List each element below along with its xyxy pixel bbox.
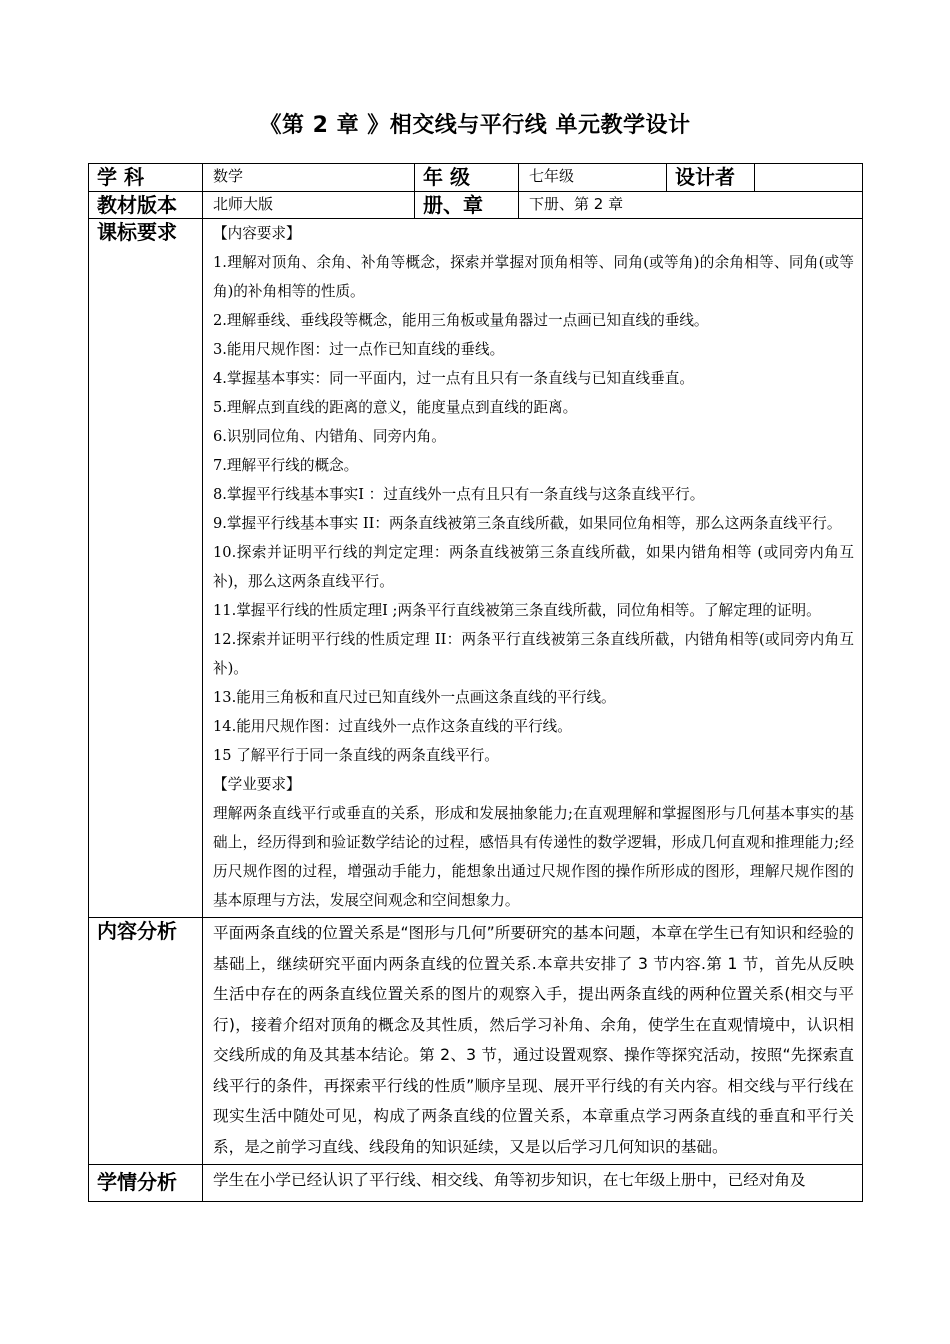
document-title: 《第 2 章 》相交线与平行线 单元教学设计: [259, 113, 691, 138]
table-row: [89, 1165, 863, 1202]
learner-analysis-label: 学情分析: [89, 1165, 203, 1202]
grade-label: 年 级: [415, 164, 519, 192]
list-item: 11.掌握平行线的性质定理Ⅰ ;两条平行直线被第三条直线所截，同位角相等。了解定理的证明。: [213, 602, 821, 619]
academic-requirements-heading: 【学业要求】: [213, 776, 301, 793]
list-item: 12.探索并证明平行线的性质定理 II：两条平行直线被第三条直线所截，内错角相等(或同旁内角互补)。: [213, 631, 854, 677]
edition-label: 教材版本: [89, 192, 203, 219]
academic-requirements-text: 理解两条直线平行或垂直的关系，形成和发展抽象能力;在直观理解和掌握图形与几何基本事实的基础上，经历得到和验证数学结论的过程，感悟具有传递性的数学逻辑，形成几何直观和推理能力;经历尺规作图的过程，增强动手能力，能想象出通过尺规作图的操作所形成的图形，理解尺规作图的基本原理与方法，发展空间观念和空间想象力。: [213, 805, 854, 909]
content-analysis-text: 平面两条直线的位置关系是“图形与几何”所要研究的基本问题，本章在学生已有知识和经验的基础上，继续研究平面内两条直线的位置关系.本章共安排了 3 节内容.第 1 节，首先从反映生活中存在的两条直线位置关系的图片的观察入手，提出两条直线的两种位置关系(相交与平行)，接着介绍对顶角的概念及其性质，然后学习补角、余角，使学生在直观情境中，认识相交线所成的角及其基本结论。第 2、3 节，通过设置观察、操作等探究活动，按照“先探索直线平行的条件，再探索平行线的性质”顺序呈现、展开平行线的有关内容。相交线与平行线在现实生活中随处可见，构成了两条直线的位置关系，本章重点学习两条直线的垂直和平行关系，是之前学习直线、线段角的知识延续，又是以后学习几何知识的基础。: [203, 918, 863, 1165]
curriculum-cell: [203, 219, 863, 918]
curriculum-label: 课标要求: [89, 219, 203, 918]
list-item: 9.掌握平行线基本事实 II：两条直线被第三条直线所截，如果同位角相等，那么这两条直线平行。: [213, 515, 842, 532]
content-requirements-heading: 【内容要求】: [213, 225, 301, 242]
lesson-design-table: [88, 163, 863, 1202]
designer-label: 设计者: [667, 164, 755, 192]
edition-value: 北师大版: [203, 192, 415, 219]
learner-analysis-text: 学生在小学已经认识了平行线、相交线、角等初步知识，在七年级上册中，已经对角及: [203, 1165, 863, 1202]
list-item: 13.能用三角板和直尺过已知直线外一点画这条直线的平行线。: [213, 689, 616, 706]
designer-value: [755, 164, 863, 192]
subject-label: 学 科: [89, 164, 203, 192]
list-item: 4.掌握基本事实：同一平面内，过一点有且只有一条直线与已知直线垂直。: [213, 370, 694, 387]
content-analysis-label: 内容分析: [89, 918, 203, 1165]
list-item: 7.理解平行线的概念。: [213, 457, 359, 474]
list-item: 10.探索并证明平行线的判定定理：两条直线被第三条直线所截，如果内错角相等 (或同旁内角互补)，那么这两条直线平行。: [213, 544, 854, 590]
list-item: 15 了解平行于同一条直线的两条直线平行。: [213, 747, 499, 764]
volume-label: 册、章: [415, 192, 519, 219]
table-row: [89, 192, 863, 219]
volume-value: 下册、第 2 章: [519, 192, 863, 219]
table-row: [89, 918, 863, 1165]
list-item: 5.理解点到直线的距离的意义，能度量点到直线的距离。: [213, 399, 578, 416]
list-item: 3.能用尺规作图：过一点作已知直线的垂线。: [213, 341, 505, 358]
list-item: 8.掌握平行线基本事实Ⅰ ：过直线外一点有且只有一条直线与这条直线平行。: [213, 486, 705, 503]
list-item: 14.能用尺规作图：过直线外一点作这条直线的平行线。: [213, 718, 572, 735]
table-row: [89, 219, 863, 918]
list-item: 6.识别同位角、内错角、同旁内角。: [213, 428, 446, 445]
list-item: 2.理解垂线、垂线段等概念，能用三角板或量角器过一点画已知直线的垂线。: [213, 312, 709, 329]
subject-value: 数学: [203, 164, 415, 192]
list-item: 1.理解对顶角、余角、补角等概念，探索并掌握对顶角相等、同角(或等角)的余角相等、同角(或等角)的补角相等的性质。: [213, 254, 854, 300]
table-row: [89, 164, 863, 192]
grade-value: 七年级: [519, 164, 667, 192]
